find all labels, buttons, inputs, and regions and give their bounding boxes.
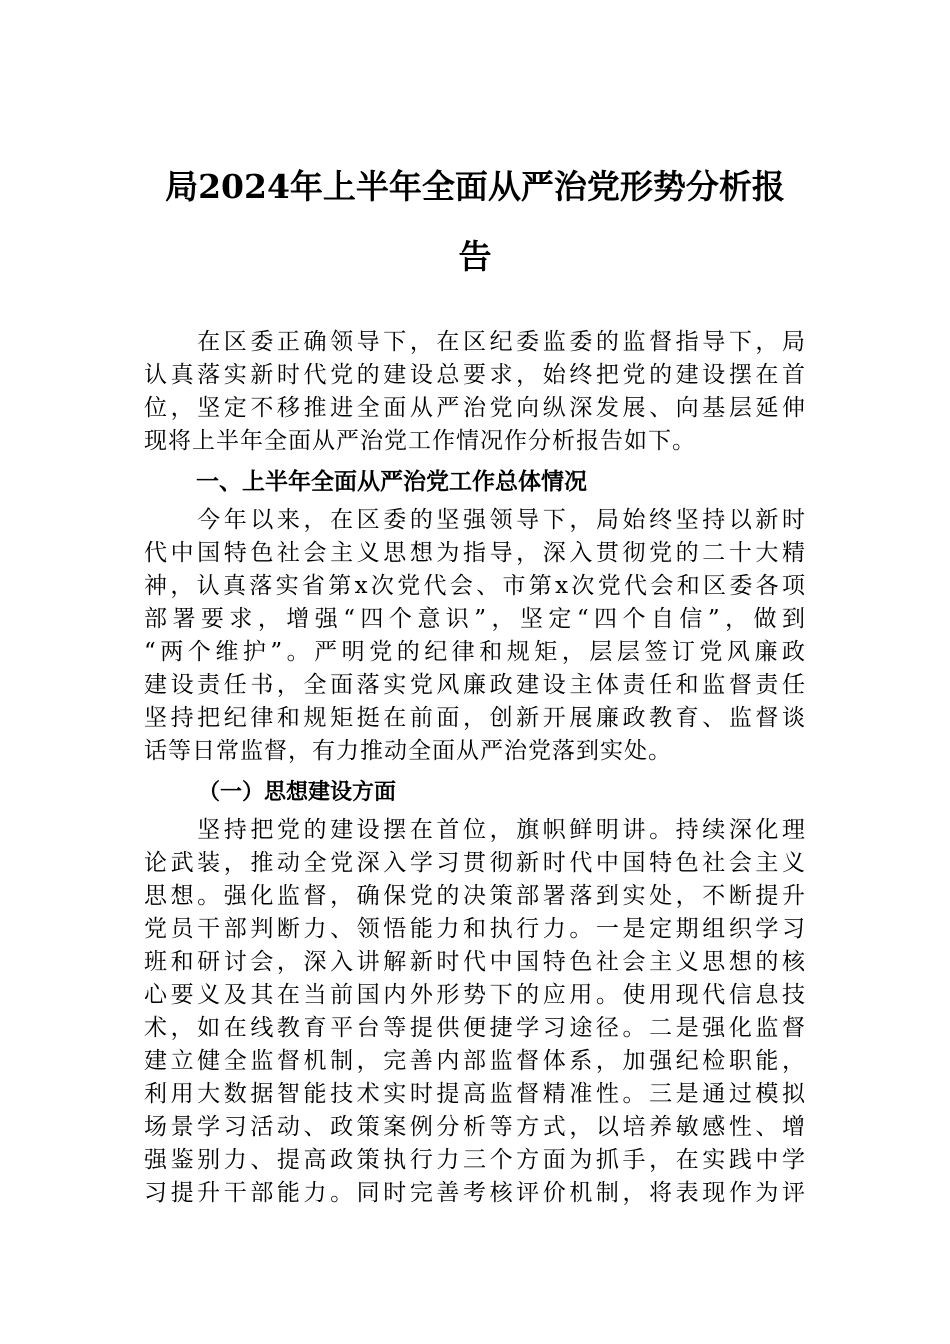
subsection-paragraph-line: 强鉴别力、提高政策执行力三个方面为抓手，在实践中学 — [144, 1147, 806, 1173]
section-paragraph-line: 代中国特色社会主义思想为指导，深入贯彻党的二十大精 — [144, 540, 806, 566]
subsection-paragraph-line: 心要义及其在当前国内外形势下的应用。使用现代信息技 — [144, 982, 806, 1008]
section-paragraph-line: 神，认真落实省第x次党代会、市第x次党代会和区委各项 — [144, 573, 806, 599]
subsection-paragraph-line: 建立健全监督机制，完善内部监督体系，加强纪检职能， — [144, 1048, 806, 1074]
subsection-paragraph-line: 思想。强化监督，确保党的决策部署落到实处，不断提升 — [144, 883, 806, 909]
intro-paragraph-line: 认真落实新时代党的建设总要求，始终把党的建设摆在首 — [144, 362, 806, 388]
intro-paragraph-line: 位，坚定不移推进全面从严治党向纵深发展、向基层延伸 — [144, 395, 806, 421]
section-paragraph-line: 坚持把纪律和规矩挺在前面，创新开展廉政教育、监督谈 — [144, 705, 806, 731]
section-paragraph-line: 今年以来，在区委的坚强领导下，局始终坚持以新时 — [144, 507, 806, 533]
section-paragraph-line: 部署要求，增强“四个意识”，坚定“四个自信”，做到 — [144, 606, 806, 632]
section-paragraph-line: 建设责任书，全面落实党风廉政建设主体责任和监督责任 — [144, 672, 806, 698]
subsection-paragraph-line: 习提升干部能力。同时完善考核评价机制，将表现作为评 — [144, 1180, 806, 1206]
document-title-line-2: 告 — [458, 237, 492, 276]
subsection-paragraph-line: 术，如在线教育平台等提供便捷学习途径。二是强化监督 — [144, 1015, 806, 1041]
section-paragraph-line: “两个维护”。严明党的纪律和规矩，层层签订党风廉政 — [144, 639, 806, 665]
document-title-line-1: 局2024年上半年全面从严治党形势分析报 — [165, 167, 785, 206]
subsection-paragraph-line: 场景学习活动、政策案例分析等方式，以培养敏感性、增 — [144, 1114, 806, 1140]
subsection-paragraph-line: 坚持把党的建设摆在首位，旗帜鲜明讲。持续深化理 — [144, 817, 806, 843]
subsection-paragraph-line: 班和研讨会，深入讲解新时代中国特色社会主义思想的核 — [144, 949, 806, 975]
intro-paragraph-line: 在区委正确领导下，在区纪委监委的监督指导下，局 — [144, 329, 806, 355]
subsection-paragraph-line: 论武装，推动全党深入学习贯彻新时代中国特色社会主义 — [144, 850, 806, 876]
subsection-heading: （一）思想建设方面 — [198, 779, 397, 805]
intro-paragraph-line: 现将上半年全面从严治党工作情况作分析报告如下。 — [144, 428, 696, 454]
subsection-paragraph-line: 利用大数据智能技术实时提高监督精准性。三是通过模拟 — [144, 1081, 806, 1107]
section-heading: 一、上半年全面从严治党工作总体情况 — [196, 469, 587, 495]
section-paragraph-line: 话等日常监督，有力推动全面从严治党落到实处。 — [144, 738, 672, 764]
subsection-paragraph-line: 党员干部判断力、领悟能力和执行力。一是定期组织学习 — [144, 916, 806, 942]
